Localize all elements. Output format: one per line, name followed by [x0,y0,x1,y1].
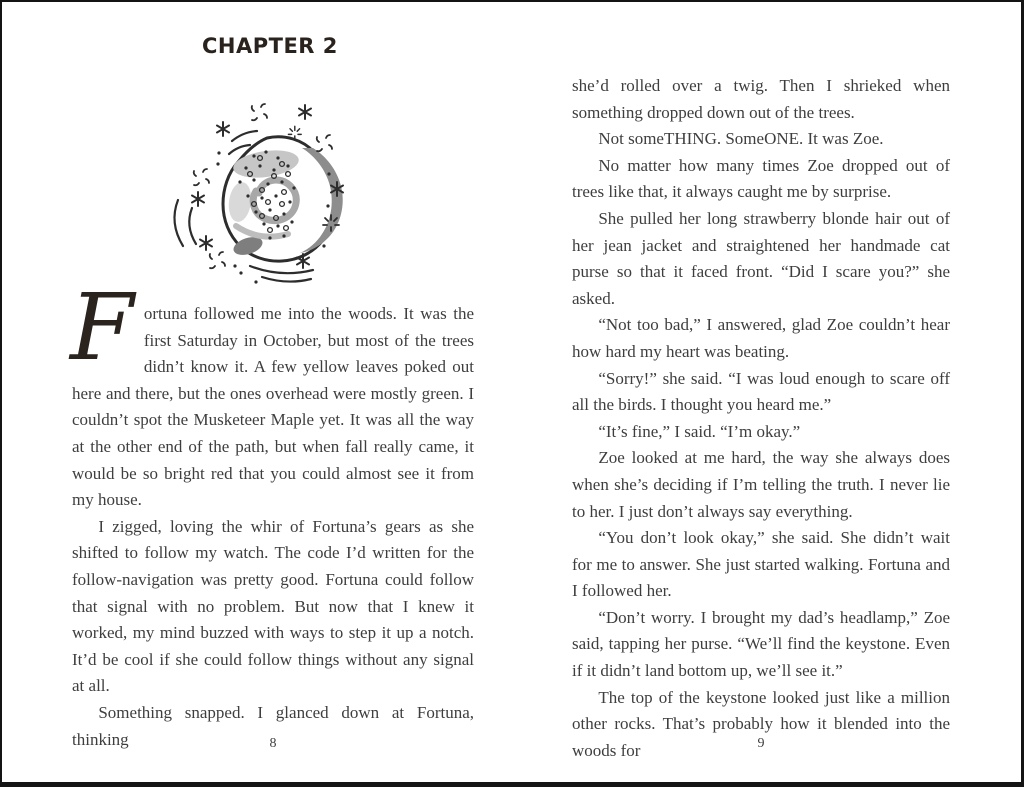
page-number-left: 8 [269,736,277,751]
paragraph: No matter how many times Zoe dropped out of trees like that, it always caught me by surprise. [572,155,950,202]
paragraph: I zigged, loving the whir of Fortuna’s gears as she shifted to follow my watch. The code I’d written for the follow-navigation was pretty good. Fortuna could follow that signal with no problem. But now that I knew it worked, my mind buzzed with ways to step it up a notch. It’d be cool if she could follow things without any signal at all. [72,516,474,696]
paragraph: “Not too bad,” I answered, glad Zoe couldn’t hear how hard my heart was beating. [572,315,950,361]
paragraph: “You don’t look okay,” she said. She didn’t wait for me to answer. She just started walking. Fortuna and I followed her. [572,528,950,601]
right-page-text [572,73,950,764]
paragraph: “It’s fine,” I said. “I’m okay.” [598,421,801,441]
paragraph: Not someTHING. SomeONE. It was Zoe. [598,129,884,149]
paragraph: Fortuna followed me into the woods. It was the first Saturday in October, but most of the trees didn’t know it. A few yellow leaves poked out here and there, but the ones overhead were mostly green. I couldn’t spot the Musketeer Maple yet. It was all the way at the other end of the path, but when fall really came, it would be so bright red that you could almost see it from my house. [70,274,474,510]
right-page [572,2,950,782]
left-page [72,2,474,782]
chapter-heading: CHAPTER 2 [202,34,338,58]
paragraph: “Don’t worry. I brought my dad’s headlamp,” Zoe said, tapping her purse. “We’ll find the keystone. Even if it didn’t land bottom up, we’ll see it.” [572,607,950,681]
drop-cap: F [70,274,134,381]
paragraph: Zoe looked at me hard, the way she always does when she’s deciding if I’m telling the truth. I never lie to her. I just don’t always say everything. [572,448,950,521]
paragraph: she’d rolled over a twig. Then I shrieked when something dropped down out of the trees. [572,76,950,122]
keystone-illustration [166,96,368,288]
left-page-text [70,274,474,753]
paragraph: “Sorry!” she said. “I was loud enough to scare off all the birds. I thought you heard me.” [572,368,950,415]
paragraph: The top of the keystone looked just like a million other rocks. That’s probably how it blended into the woods for [572,687,950,760]
paragraph: Something snapped. I glanced down at Fortuna, thinking [72,702,474,749]
page-number-right: 9 [757,736,765,751]
paragraph: She pulled her long strawberry blonde hair out of her jean jacket and straightened her handmade cat purse so that it faced front. “Did I scare you?” she asked. [572,208,950,308]
